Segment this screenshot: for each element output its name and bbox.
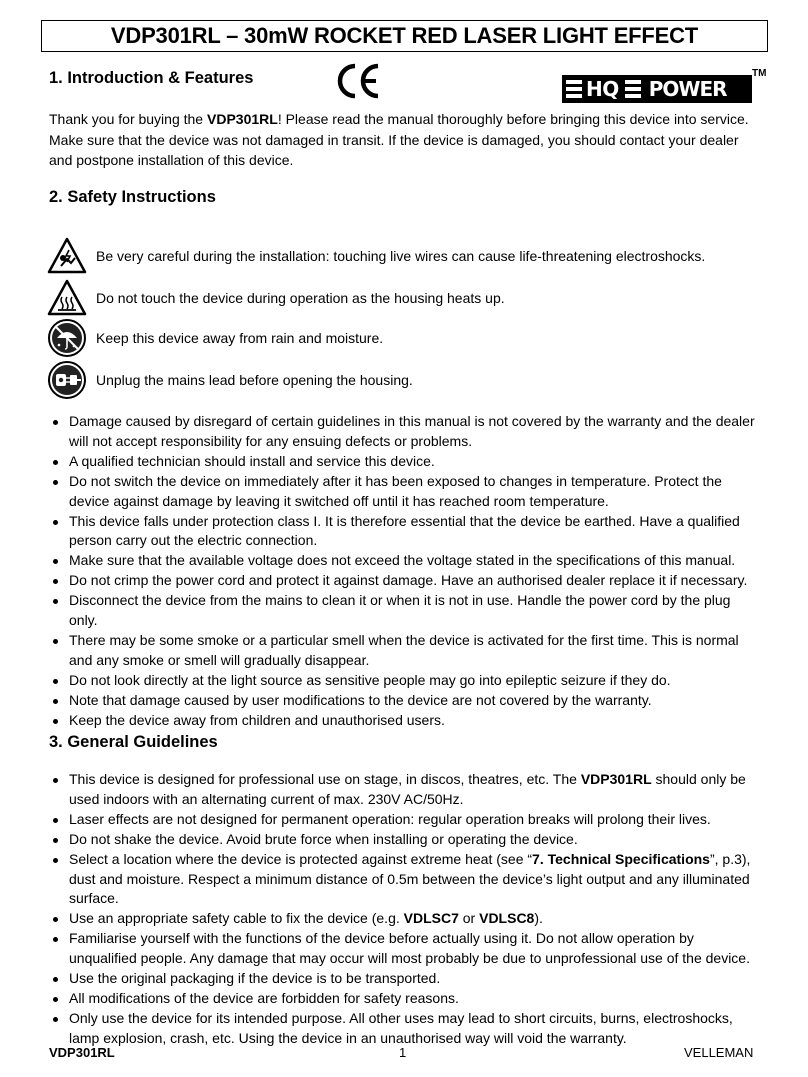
list-item: There may be some smoke or a particular smell when the device is activated for the first time. This is normal and any smoke or smell will gradually disappear. bbox=[49, 631, 761, 671]
safety-text-keep-dry: Keep this device away from rain and moisture. bbox=[96, 330, 384, 346]
document-title: VDP301RL – 30mW ROCKET RED LASER LIGHT EFFECT bbox=[41, 20, 768, 52]
section-heading-guidelines: 3. General Guidelines bbox=[49, 733, 218, 751]
list-item: Disconnect the device from the mains to clean it or when it is not in use. Handle the power cord by the plug only. bbox=[49, 591, 761, 631]
list-item: Use the original packaging if the device is to be transported. bbox=[49, 969, 761, 989]
safety-text-unplug: Unplug the mains lead before opening the housing. bbox=[96, 372, 413, 388]
list-item: Do not crimp the power cord and protect it against damage. Have an authorised dealer replace it if necessary. bbox=[49, 571, 761, 591]
list-item: Select a location where the device is protected against extreme heat (see “7. Technical Specifications”, p.3), dust and moisture. Respect a minimum distance of 0.5m between the device’s light output and any illuminated surface. bbox=[49, 850, 761, 910]
logo-power-text: POWER bbox=[648, 77, 727, 101]
footer-model: VDP301RL bbox=[49, 1045, 115, 1060]
keep-dry-icon bbox=[47, 318, 87, 358]
safety-item-electroshock bbox=[47, 236, 767, 276]
section-heading-introduction: 1. Introduction & Features bbox=[49, 69, 254, 87]
list-item: Laser effects are not designed for permanent operation: regular operation breaks will prolong their lives. bbox=[49, 810, 761, 830]
list-item: A qualified technician should install and service this device. bbox=[49, 452, 761, 472]
intro-paragraph: Thank you for buying the VDP301RL! Please read the manual thoroughly before bringing this device into service. Make sure that the device was not damaged in transit. If the device is damaged, you should contact your dealer and postpone installation of this device. bbox=[49, 111, 749, 168]
hq-power-logo bbox=[556, 69, 776, 105]
list-item: Do not shake the device. Avoid brute force when installing or operating the device. bbox=[49, 830, 761, 850]
section-heading-safety: 2. Safety Instructions bbox=[49, 188, 216, 206]
safety-bullet-list bbox=[49, 412, 761, 731]
safety-text-electroshock: Be very careful during the installation: touching live wires can cause life-threatening electroshocks. bbox=[96, 248, 706, 264]
footer-brand: VELLEMAN bbox=[684, 1045, 754, 1060]
unplug-mains-icon bbox=[47, 360, 87, 400]
list-item: This device is designed for professional use on stage, in discos, theatres, etc. The VDP301RL should only be used indoors with an alternating current of max. 230V AC/50Hz. bbox=[49, 770, 761, 810]
list-item: All modifications of the device are forbidden for safety reasons. bbox=[49, 989, 761, 1009]
list-item: Familiarise yourself with the functions of the device before actually using it. Do not allow operation by unqualified people. Any damage that may occur will most probably be due to unprofessional use of the device. bbox=[49, 929, 761, 969]
safety-item-hot-surface bbox=[47, 278, 767, 318]
list-item: Damage caused by disregard of certain guidelines in this manual is not covered by the warranty and the dealer will not accept responsibility for any ensuing defects or problems. bbox=[49, 412, 761, 452]
list-item: Note that damage caused by user modifications to the device are not covered by the warranty. bbox=[49, 691, 761, 711]
list-item: Use an appropriate safety cable to fix the device (e.g. VDLSC7 or VDLSC8). bbox=[49, 909, 761, 929]
footer-page-number: 1 bbox=[399, 1045, 407, 1060]
electric-shock-warning-icon bbox=[47, 236, 87, 276]
safety-item-keep-dry bbox=[47, 318, 767, 358]
list-item: Do not switch the device on immediately after it has been exposed to changes in temperature. Protect the device against damage by leaving it switched off until it has reached room temperature. bbox=[49, 472, 761, 512]
logo-hq-text: HQ bbox=[586, 77, 619, 101]
list-item: Do not look directly at the light source as sensitive people may go into epileptic seizure if they do. bbox=[49, 671, 761, 691]
safety-text-hot-surface: Do not touch the device during operation as the housing heats up. bbox=[96, 290, 505, 306]
list-item: Keep the device away from children and unauthorised users. bbox=[49, 711, 761, 731]
ce-mark-icon bbox=[333, 60, 383, 102]
hot-surface-warning-icon bbox=[47, 278, 87, 318]
guidelines-bullet-list bbox=[49, 770, 761, 1049]
list-item: Only use the device for its intended purpose. All other uses may lead to short circuits, burns, electroshocks, lamp explosion, crash, etc. Using the device in an unauthorised way will void the warranty. bbox=[49, 1009, 761, 1049]
logo-trademark: TM bbox=[752, 68, 767, 79]
list-item: This device falls under protection class I. It is therefore essential that the device be earthed. Have a qualified person carry out the electric connection. bbox=[49, 512, 761, 552]
safety-item-unplug bbox=[47, 360, 767, 400]
list-item: Make sure that the available voltage does not exceed the voltage stated in the specifications of this manual. bbox=[49, 551, 761, 571]
